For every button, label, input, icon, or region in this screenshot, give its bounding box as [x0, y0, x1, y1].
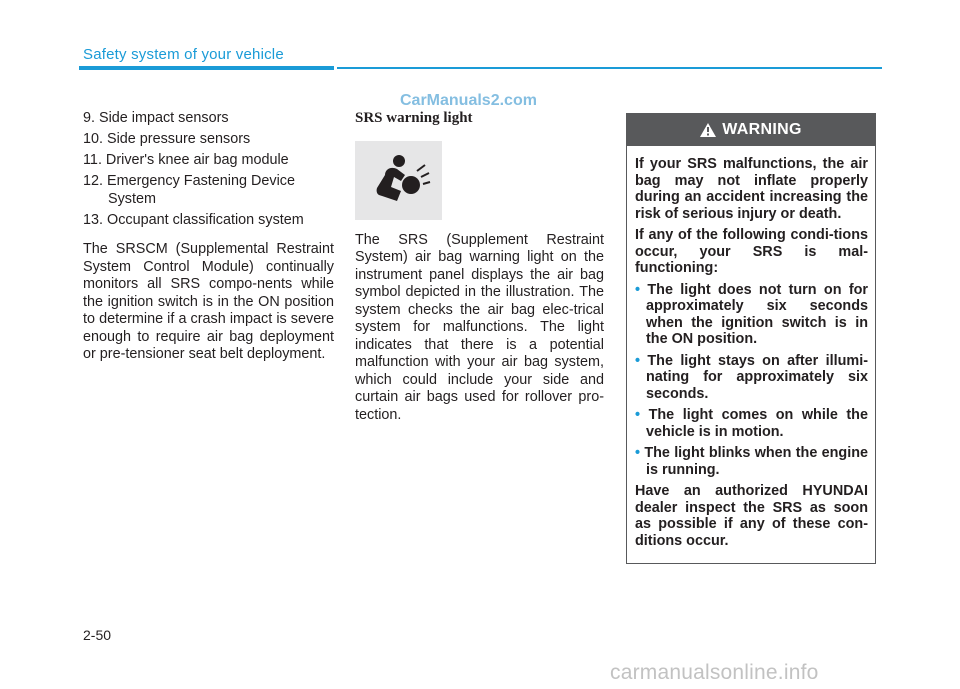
- srs-paragraph: The SRS (Supplement Restraint System) air bag warning light on the instrument panel displays the air bag symbol depicted in the illustration. The system checks the air bag elec-trical system for malfunctions. The light indicates that there is a potential malfunction with your air bag system, which could include your side and curtain air bags used for rollover pro-tection.: [355, 231, 604, 423]
- bullet-text: The light does not turn on for approximately six seconds when the ignition switch is in the ON position.: [646, 281, 868, 347]
- left-column: [83, 110, 334, 364]
- warning-bullet-item: [635, 407, 868, 440]
- bullet-text: The light stays on after illumi-nating for approximately six seconds.: [646, 352, 868, 402]
- warning-box: [626, 113, 876, 564]
- warning-header: [627, 114, 875, 146]
- header-accent-bar: [79, 66, 334, 70]
- warning-closing: Have an authorized HYUNDAI dealer inspect the SRS as soon as possible if any of these con-ditions occur.: [635, 483, 868, 549]
- bullet-icon: •: [635, 407, 649, 423]
- section-title: Safety system of your vehicle: [83, 46, 284, 63]
- srscm-paragraph: The SRSCM (Supplemental Restraint System Control Module) continually monitors all SRS compo-nents while the ignition switch is in the ON position to determine if a crash impact is severe enough to require air bag deployment or pre-tensioner seat belt deployment.: [83, 241, 334, 363]
- warning-bullet-item: [635, 353, 868, 403]
- list-item: 10. Side pressure sensors: [83, 131, 251, 148]
- list-item: 9. Side impact sensors: [83, 110, 229, 126]
- warning-conditions-intro: If any of the following condi-tions occur, your SRS is mal-functioning:: [635, 227, 868, 276]
- list-item: 11. Driver's knee air bag module: [83, 152, 289, 169]
- list-item: 13. Occupant classification system: [83, 211, 304, 228]
- bullet-icon: •: [635, 445, 645, 461]
- bullet-text: The light blinks when the engine is running.: [644, 445, 868, 478]
- warning-intro: If your SRS malfunctions, the air bag may not inflate properly during an accident increasing the risk of serious injury or death.: [635, 156, 868, 222]
- warning-title: WARNING: [722, 121, 802, 138]
- page-number: 2-50: [83, 627, 112, 643]
- warning-bullet-list: [635, 282, 868, 479]
- component-list: [83, 110, 334, 229]
- watermark-top[interactable]: CarManuals2.com: [400, 92, 537, 109]
- bullet-icon: •: [635, 281, 648, 298]
- bullet-text: The light comes on while the vehicle is in motion.: [646, 407, 868, 440]
- header-rule: [337, 67, 882, 69]
- list-item: 12. Emergency Fastening Device System: [83, 173, 295, 207]
- bullet-icon: •: [635, 352, 648, 369]
- airbag-warning-icon: [355, 141, 442, 220]
- srs-warning-light-heading: SRS warning light: [355, 110, 473, 126]
- warning-body: [627, 146, 875, 549]
- warning-bullet-item: [635, 445, 868, 478]
- warning-bullet-item: [635, 282, 868, 348]
- warning-triangle-icon: [700, 123, 716, 137]
- watermark-bottom[interactable]: carmanualsonline.info: [610, 661, 819, 684]
- middle-column: [355, 110, 604, 424]
